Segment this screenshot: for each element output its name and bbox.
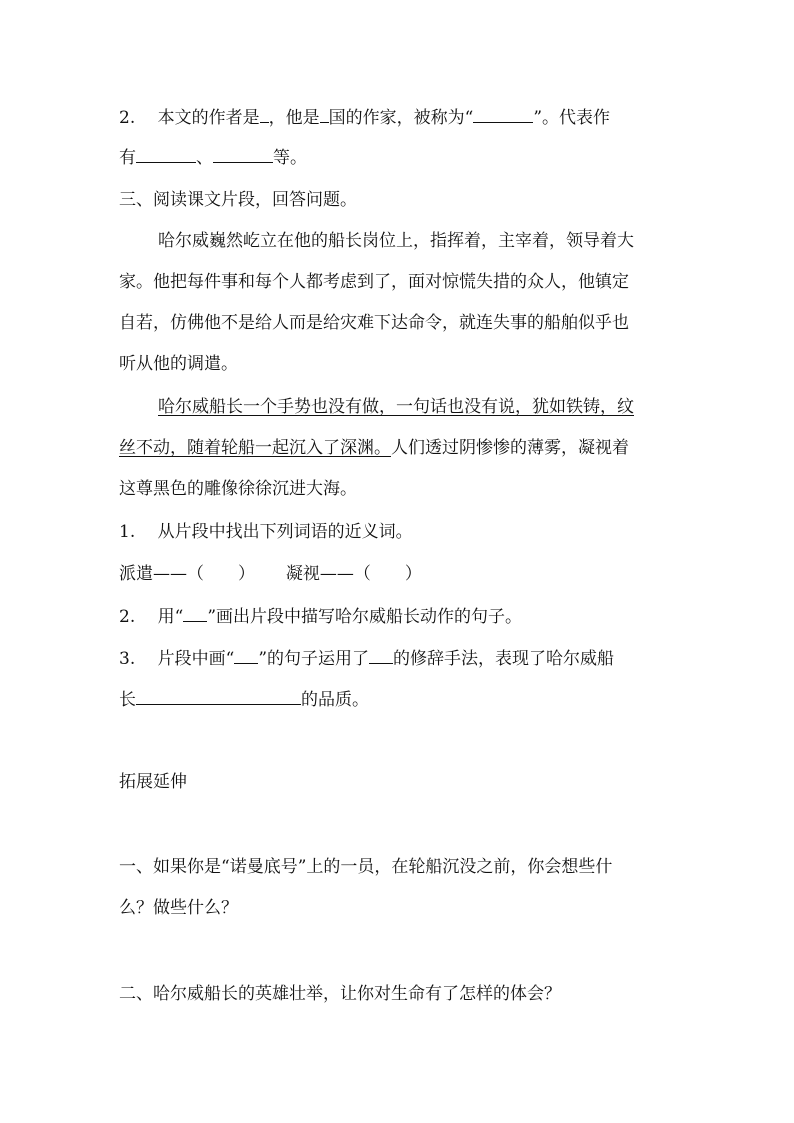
question-text: ”的句子运用了	[258, 649, 370, 669]
underlined-sentence: 哈尔威船长一个手势也没有做，一句话也没有说，犹如铁铸，纹	[158, 397, 634, 417]
q2-text: 、	[196, 148, 213, 168]
question-text: 长	[119, 690, 136, 710]
passage-line	[158, 397, 679, 417]
blank-rhetoric	[369, 649, 393, 664]
passage-line: 哈尔威巍然屹立在他的船长岗位上，指挥着，主宰着，领导着大	[158, 231, 634, 251]
q2-text: 有	[119, 148, 136, 168]
question-text: 2. 用“	[119, 607, 184, 627]
blank-work-1	[136, 148, 196, 163]
question-3-line-2	[119, 690, 679, 710]
question-1: 1. 从片段中找出下列词语的近义词。	[119, 522, 413, 542]
extension-question-1-line-2: 么？做些什么？	[119, 898, 238, 918]
passage-line: 自若，仿佛他不是给人而是给灾难下达命令，就连失事的船舶似乎也	[119, 313, 629, 333]
passage-line: 家。他把每件事和每个人都考虑到了，面对惊慌失措的众人，他镇定	[119, 272, 629, 292]
question-text: ”画出片段中描写哈尔威船长动作的句子。	[207, 607, 523, 627]
q2-text: ”。代表作	[533, 108, 611, 128]
passage-line: 听从他的调遣。	[119, 354, 238, 374]
underline-sample	[183, 607, 207, 622]
passage-text: 人们透过阴惨惨的薄雾，凝视着	[391, 438, 629, 458]
question-text: 3. 片段中画“	[119, 649, 235, 669]
blank-author	[260, 108, 269, 123]
underline-sample	[234, 649, 258, 664]
q2-text: 2. 本文的作者是	[119, 108, 260, 128]
question-text: 的品质。	[301, 690, 369, 710]
blank-quality	[136, 690, 301, 705]
section-3-heading: 三、阅读课文片段，回答问题。	[119, 190, 357, 210]
question-1-words: 派遣——（ ） 凝视——（ ）	[119, 564, 422, 584]
passage-line: 这尊黑色的雕像徐徐沉进大海。	[119, 479, 357, 499]
extension-question-2: 二、哈尔威船长的英雄壮举，让你对生命有了怎样的体会？	[119, 984, 561, 1004]
q2-line-1	[119, 108, 679, 128]
passage-line	[119, 438, 679, 458]
q2-text: 等。	[273, 148, 307, 168]
blank-country	[320, 108, 329, 123]
question-2	[119, 607, 679, 627]
q2-line-2	[119, 148, 679, 168]
extension-heading: 拓展延伸	[119, 772, 187, 792]
q2-text: 国的作家，被称为“	[328, 108, 474, 128]
underlined-sentence: 丝不动，随着轮船一起沉入了深渊。	[119, 438, 391, 458]
blank-work-2	[213, 148, 273, 163]
extension-question-1: 一、如果你是“诺曼底号”上的一员，在轮船沉没之前，你会想些什	[119, 857, 613, 877]
question-text: 的修辞手法，表现了哈尔威船	[393, 649, 615, 669]
q2-text: ，他是	[268, 108, 320, 128]
question-3	[119, 649, 679, 669]
blank-title	[473, 108, 533, 123]
